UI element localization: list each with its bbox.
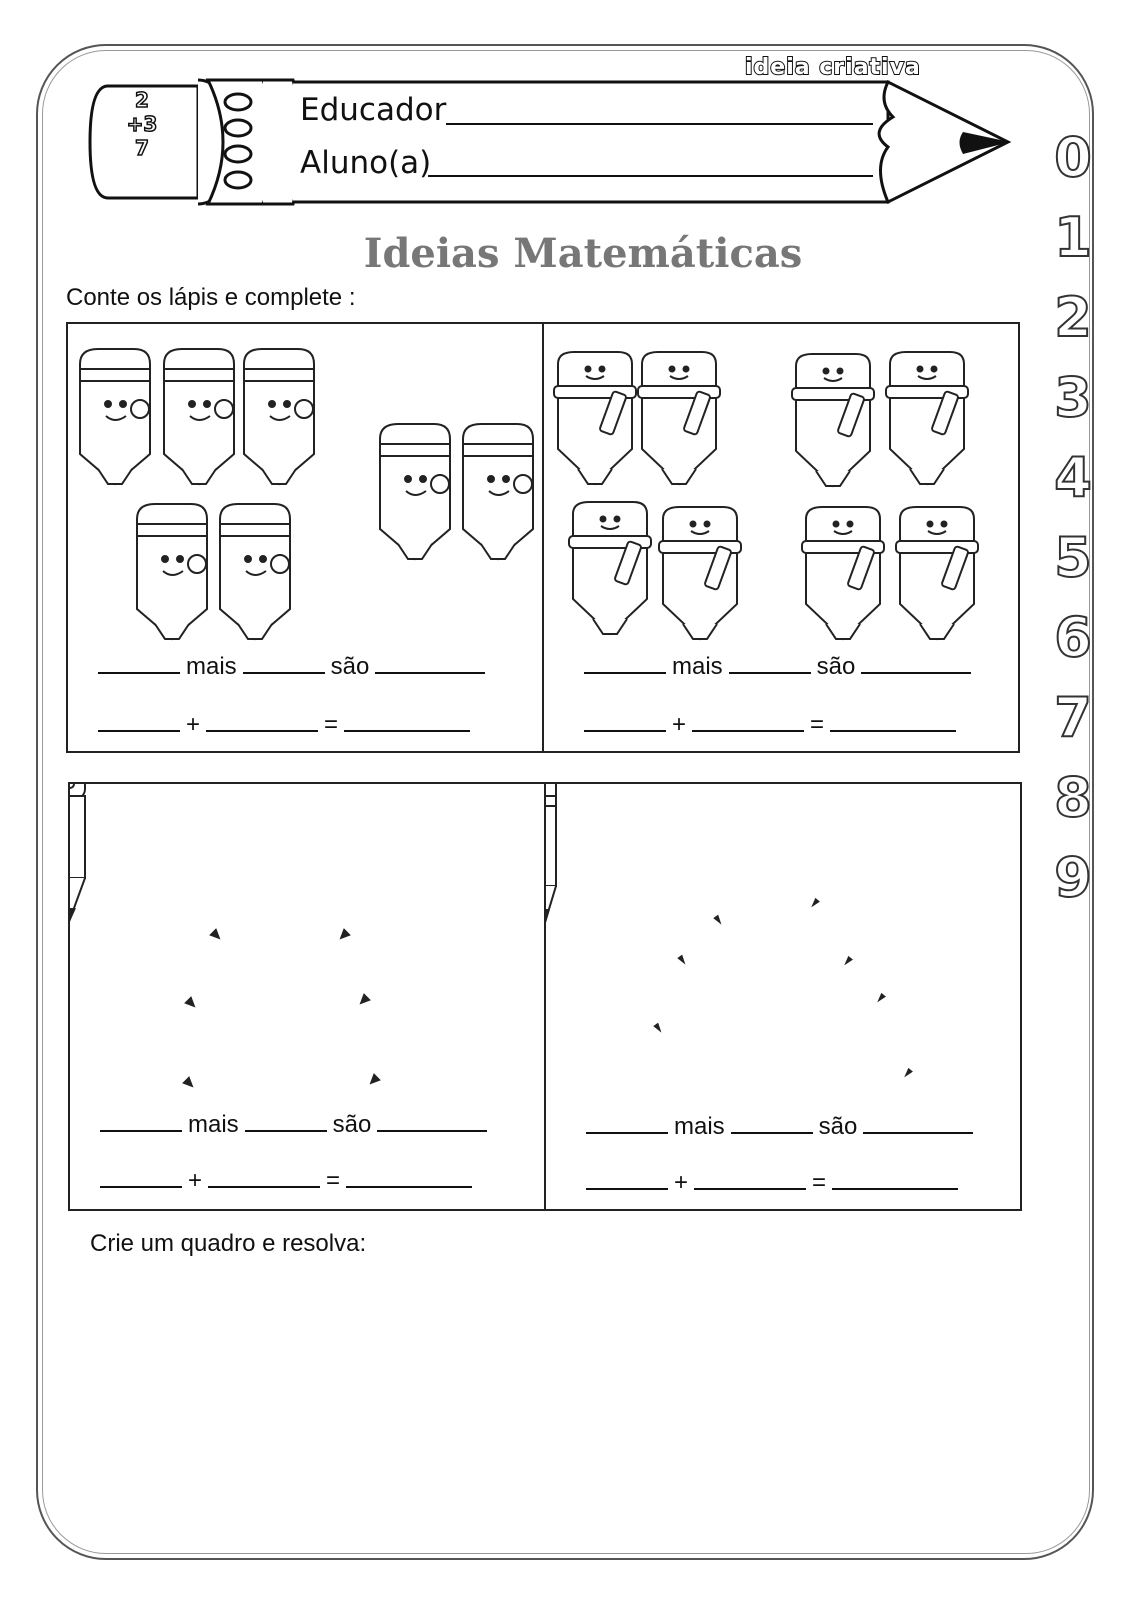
- pencil-characters-illustration: [68, 324, 542, 644]
- closing-prompt: Crie um quadro e resolva:: [90, 1230, 367, 1257]
- number-glyph: 9: [1054, 846, 1092, 909]
- answer-blank[interactable]: [100, 1110, 182, 1132]
- answer-blank[interactable]: [98, 710, 180, 732]
- answer-blank[interactable]: [830, 710, 956, 732]
- pencils-illustration: [70, 784, 544, 1094]
- answer-blank[interactable]: [377, 1110, 487, 1132]
- equation-symbols-row: + =: [578, 710, 962, 739]
- panel-bottom-left: [68, 782, 546, 1211]
- number-glyph: 6: [1054, 606, 1092, 669]
- equation-words-row: mais são: [92, 652, 491, 681]
- equation-words-row: mais são: [94, 1110, 493, 1139]
- answer-blank[interactable]: [729, 652, 811, 674]
- number-glyph: 0: [1054, 126, 1092, 189]
- answer-blank[interactable]: [346, 1166, 472, 1188]
- answer-blank[interactable]: [861, 652, 971, 674]
- number-glyph: 3: [1054, 366, 1092, 429]
- number-glyph: 8: [1054, 766, 1092, 829]
- number-glyph: 5: [1054, 526, 1092, 589]
- answer-blank[interactable]: [586, 1168, 668, 1190]
- equation-symbols-row: + =: [580, 1168, 964, 1197]
- answer-blank[interactable]: [100, 1166, 182, 1188]
- pencils-illustration: [546, 784, 1020, 1094]
- answer-blank[interactable]: [694, 1168, 806, 1190]
- eraser-number-badges: 2 +3 7: [126, 88, 158, 160]
- equation-symbols-row: + =: [92, 710, 476, 739]
- educator-label: Educador: [300, 92, 447, 128]
- answer-blank[interactable]: [832, 1168, 958, 1190]
- panel-top-left: [66, 322, 544, 753]
- instruction-text: Conte os lápis e complete :: [66, 284, 356, 311]
- answer-blank[interactable]: [375, 652, 485, 674]
- answer-blank[interactable]: [584, 652, 666, 674]
- pencil-header-graphic: [88, 72, 1028, 212]
- answer-blank[interactable]: [245, 1110, 327, 1132]
- answer-blank[interactable]: [243, 652, 325, 674]
- number-glyph: 1: [1054, 206, 1092, 269]
- page-title: Ideias Matemáticas: [363, 230, 803, 277]
- equation-symbols-row: + =: [94, 1166, 478, 1195]
- equation-words-row: mais são: [578, 652, 977, 681]
- answer-blank[interactable]: [98, 652, 180, 674]
- number-glyph: 2: [1054, 286, 1092, 349]
- side-numbers-column: [1048, 118, 1098, 918]
- answer-blank[interactable]: [208, 1166, 320, 1188]
- answer-blank[interactable]: [863, 1112, 973, 1134]
- number-glyph: 4: [1054, 446, 1092, 509]
- answer-blank[interactable]: [586, 1112, 668, 1134]
- answer-blank[interactable]: [344, 710, 470, 732]
- number-glyph: 7: [1054, 686, 1092, 749]
- student-label: Aluno(a): [300, 145, 432, 181]
- answer-blank[interactable]: [206, 710, 318, 732]
- answer-blank[interactable]: [692, 710, 804, 732]
- brand-logo: ideia criativa: [745, 55, 921, 80]
- panel-bottom-right: [544, 782, 1022, 1211]
- pencil-characters-illustration: [544, 324, 1018, 644]
- panel-top-right: [542, 322, 1020, 753]
- equation-words-row: mais são: [580, 1112, 979, 1141]
- answer-blank[interactable]: [731, 1112, 813, 1134]
- answer-blank[interactable]: [584, 710, 666, 732]
